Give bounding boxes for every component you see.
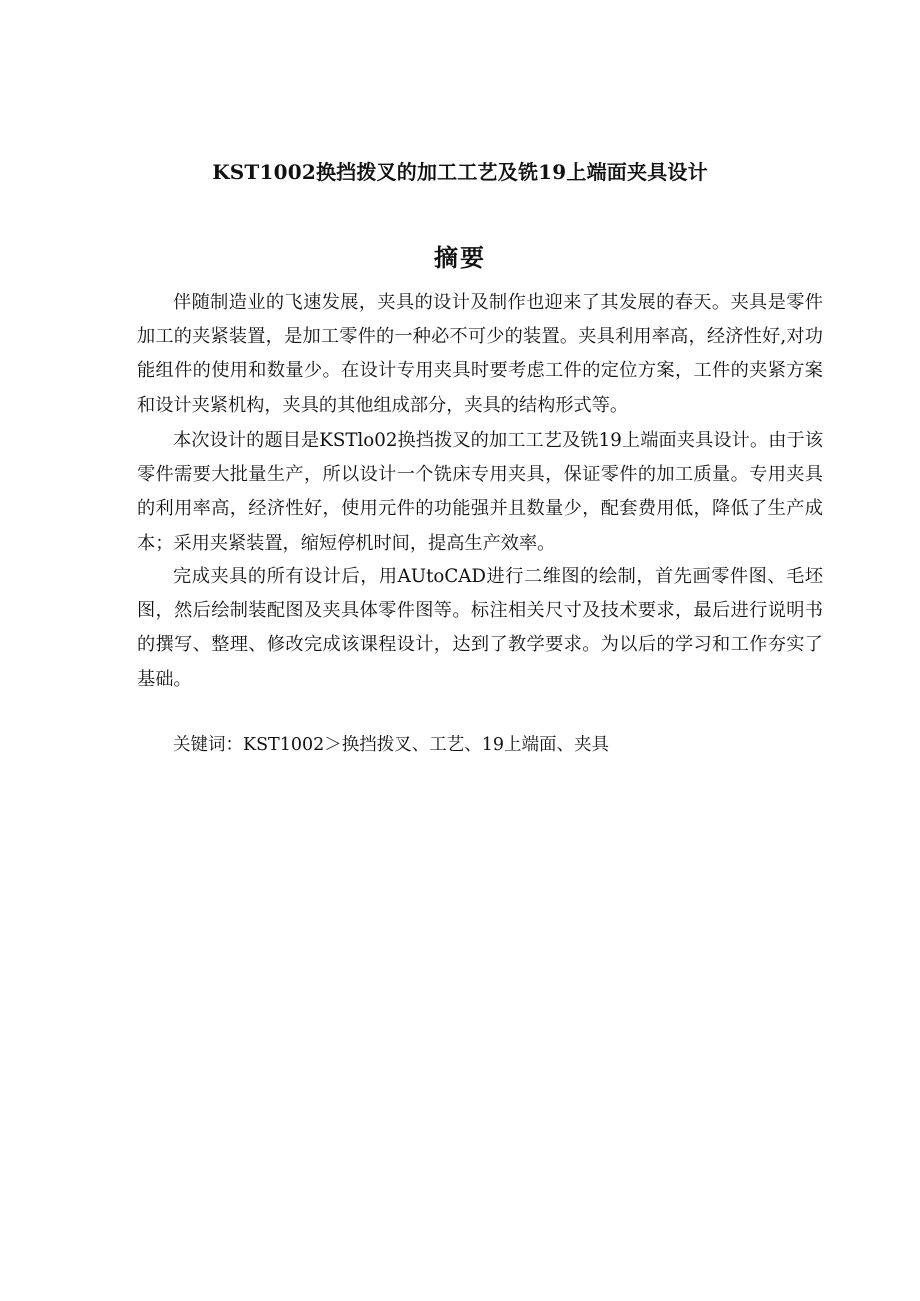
abstract-paragraph-3: 完成夹具的所有设计后，用AUtoCAD进行二维图的绘制，首先画零件图、毛坯图，然后绘制装配图及夹具体零件图等。标注相关尺寸及技术要求，最后进行说明书的撰写、整理、修改完成该课程设计，达到了教学要求。为以后的学习和工作夯实了基础。	[137, 566, 823, 690]
keywords-line: 关键词：KST1002＞换挡拨叉、工艺、19上端面、夹具	[173, 735, 610, 755]
document-title: KST1002换挡拨叉的加工工艺及铣19上端面夹具设计	[212, 160, 708, 185]
abstract-heading: 摘要	[434, 242, 486, 272]
abstract-paragraph-1: 伴随制造业的飞速发展，夹具的设计及制作也迎来了其发展的春天。夹具是零件加工的夹紧装置，是加工零件的一种必不可少的装置。夹具利用率高，经济性好,对功能组件的使用和数量少。在设计专用夹具时要考虑工件的定位方案，工件的夹紧方案和设计夹紧机构，夹具的其他组成部分，夹具的结构形式等。	[137, 292, 823, 416]
abstract-paragraph-2: 本次设计的题目是KSTlo02换挡拨叉的加工工艺及铣19上端面夹具设计。由于该零件需要大批量生产，所以设计一个铣床专用夹具，保证零件的加工质量。专用夹具的利用率高，经济性好，使用元件的功能强并且数量少，配套费用低，降低了生产成本；采用夹紧装置，缩短停机时间，提高生产效率。	[137, 430, 823, 554]
